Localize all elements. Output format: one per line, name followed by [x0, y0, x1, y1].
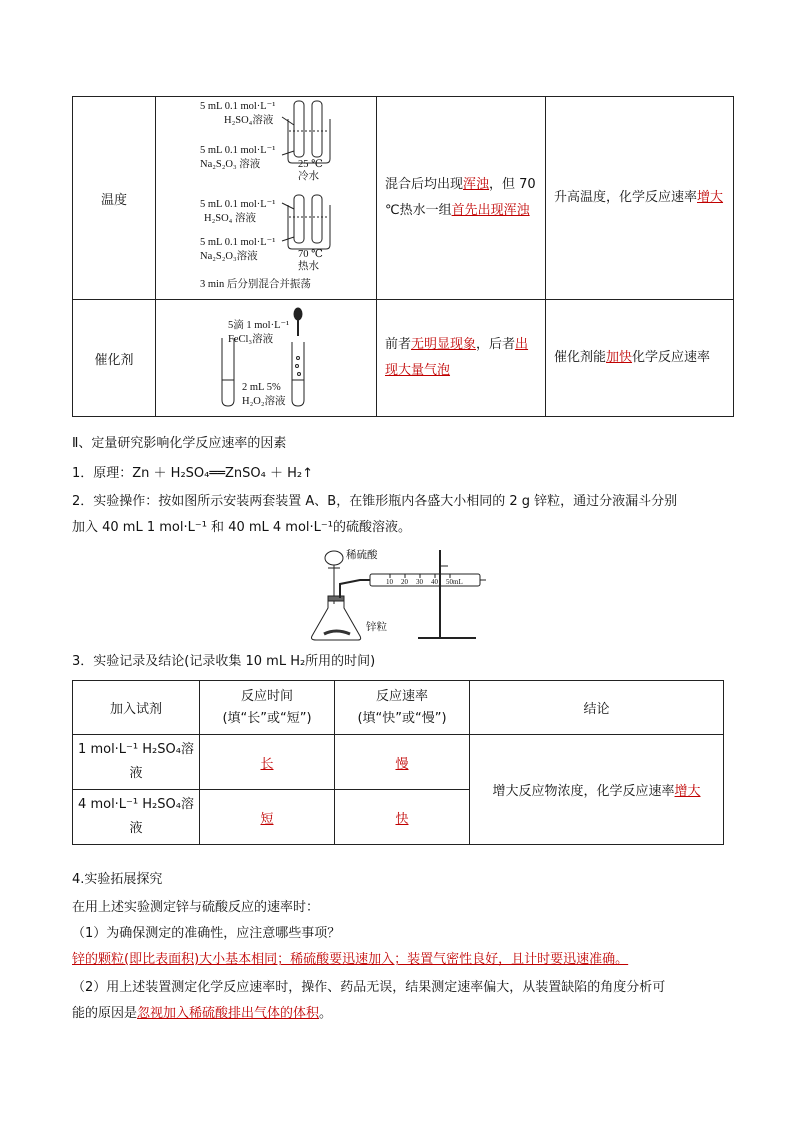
reagent-cell: [73, 790, 200, 845]
apparatus-label-zinc: 锌粒: [366, 622, 387, 633]
scale-label: 40: [431, 578, 438, 586]
text-span: 化学反应速率: [632, 350, 711, 365]
time-cell: [200, 735, 335, 790]
phenomenon-text: [377, 172, 545, 224]
scale-label: 50mL: [446, 578, 463, 586]
answer-blank: 短: [260, 811, 274, 827]
dropper-icon: [294, 308, 302, 336]
question-2: （2）用上述装置测定化学反应速率时，操作、药品无误，结果测定速率偏大，从装置缺陷的角度分析可: [72, 980, 666, 995]
conclusion-cell: [546, 300, 734, 417]
header-label: (填“快”或“慢”): [357, 710, 447, 726]
figure-label: H₂SO₄溶液: [224, 115, 274, 126]
table-row: [73, 735, 724, 790]
scale-label: 30: [416, 578, 423, 586]
text-span: 升高温度，化学反应速率: [554, 190, 698, 205]
answer-blank: 首先出现浑浊: [451, 203, 530, 218]
text-span: 催化剂能: [554, 350, 607, 365]
answer-blank: 长: [260, 756, 274, 772]
answer-blank: 出现大量气泡: [385, 337, 529, 378]
text-span: 能的原因是: [72, 1006, 138, 1021]
figure-label: H₂SO₄ 溶液: [204, 213, 256, 224]
header-cell: [470, 681, 724, 735]
beaker-hot: [282, 195, 330, 249]
header-label: 结论: [583, 702, 610, 717]
header-label: 反应时间: [240, 688, 293, 704]
table-row: [73, 97, 734, 300]
answer-blank: 无明显现象: [411, 337, 477, 352]
apparatus-figure: [300, 544, 490, 644]
catalyst-experiment-figure: [156, 300, 376, 412]
figure-label: 25 ℃: [298, 159, 323, 170]
figure-label: Na₂S₂O₃ 溶液: [200, 159, 261, 170]
answer-blank: 慢: [395, 756, 409, 772]
figure-label: 5 mL 0.1 mol·L⁻¹: [200, 237, 276, 248]
temperature-experiment-figure: [156, 97, 376, 295]
reagent-text: 液: [129, 766, 143, 781]
phenomenon-cell: [377, 300, 546, 417]
figure-cell: [156, 300, 377, 417]
factor-label: 温度: [100, 192, 127, 208]
factor-cell: [73, 300, 156, 417]
figure-label: 5 mL 0.1 mol·L⁻¹: [200, 199, 276, 210]
table-header-row: [73, 681, 724, 735]
answer-2: 忽视加入稀硫酸排出气体的体积: [137, 1006, 320, 1021]
text-span: 。: [319, 1006, 333, 1021]
header-label: 加入试剂: [109, 702, 162, 717]
figure-label: 5 mL 0.1 mol·L⁻¹: [200, 101, 276, 112]
apparatus-drawing: [312, 550, 487, 640]
header-label: (填“长”或“短”): [222, 710, 312, 726]
figure-label: 2 mL 5%: [242, 382, 281, 393]
section-heading: 4.实验拓展探究: [72, 872, 163, 887]
record-table: [72, 680, 724, 845]
table-row: [73, 300, 734, 417]
rate-cell: [335, 790, 470, 845]
figure-label: 热水: [298, 261, 319, 272]
figure-label: Na₂S₂O₃溶液: [200, 251, 258, 262]
intro-text: 在用上述实验测定锌与硫酸反应的速率时：: [72, 900, 320, 915]
record-title: 3．实验记录及结论(记录收集 10 mL H₂所用的时间): [72, 654, 376, 669]
header-cell: [73, 681, 200, 735]
beaker-cold: [282, 101, 330, 163]
scale-label: 10: [386, 578, 393, 586]
text-span: 混合后均出现: [385, 177, 464, 192]
phenomenon-cell: [377, 97, 546, 300]
question-1: （1）为确保测定的准确性，应注意哪些事项？: [72, 926, 341, 941]
answer-blank: 增大: [674, 784, 701, 799]
answer-blank: 快: [395, 811, 409, 827]
figure-label: 70 ℃: [298, 249, 323, 260]
header-cell: [200, 681, 335, 735]
figure-label: FeCl₃溶液: [228, 334, 274, 345]
text-span: ，但 70 ℃热水一组: [385, 177, 536, 218]
apparatus-label-acid: 稀硫酸: [346, 550, 378, 561]
text-span: 增大反应物浓度，化学反应速率: [492, 784, 675, 799]
factor-cell: [73, 97, 156, 300]
factor-label: 催化剂: [94, 352, 134, 368]
operation-text: 加入 40 mL 1 mol·L⁻¹ 和 40 mL 4 mol·L⁻¹的硫酸溶液。: [72, 520, 411, 535]
text-span: ，后者: [476, 337, 516, 352]
text-span: 前者: [385, 337, 412, 352]
question-2-continued: [72, 1004, 332, 1024]
reagent-text: 液: [129, 821, 143, 836]
time-cell: [200, 790, 335, 845]
answer-blank: 增大: [697, 190, 724, 205]
figure-label: H₂O₂溶液: [242, 396, 286, 407]
conclusion-text: [546, 185, 733, 211]
scale-label: 20: [401, 578, 408, 586]
operation-text: 2．实验操作：按如图所示安装两套装置 A、B，在锥形瓶内各盛大小相同的 2 g 锌粒，通过分液漏斗分别: [72, 494, 678, 509]
answer-1: 锌的颗粒(即比表面积)大小基本相同；稀硫酸要迅速加入；装置气密性良好，且计时要迅速准确。: [72, 952, 629, 967]
principle-text: 1．原理：Zn ＋ H₂SO₄══ZnSO₄ ＋ H₂↑: [72, 466, 314, 481]
conclusion-text: [546, 345, 733, 371]
answer-blank: 加快: [606, 350, 633, 365]
figure-cell: [156, 97, 377, 300]
reagent-cell: [73, 735, 200, 790]
conclusion-cell: [470, 735, 724, 845]
figure-label: 5 mL 0.1 mol·L⁻¹: [200, 145, 276, 156]
header-cell: [335, 681, 470, 735]
answer-blank: 浑浊: [463, 177, 490, 192]
phenomenon-text: [377, 332, 545, 384]
figure-label: 冷水: [298, 171, 319, 182]
reagent-text: 1 mol·L⁻¹ H₂SO₄溶: [78, 742, 194, 757]
figure-label: 5滴 1 mol·L⁻¹: [228, 320, 290, 331]
reagent-text: 4 mol·L⁻¹ H₂SO₄溶: [78, 797, 194, 812]
section-heading: Ⅱ、定量研究影响化学反应速率的因素: [72, 436, 287, 451]
figure-label: 3 min 后分别混合并振荡: [200, 279, 311, 290]
header-label: 反应速率: [375, 688, 428, 704]
conclusion-cell: [546, 97, 734, 300]
factor-table: [72, 96, 734, 417]
rate-cell: [335, 735, 470, 790]
